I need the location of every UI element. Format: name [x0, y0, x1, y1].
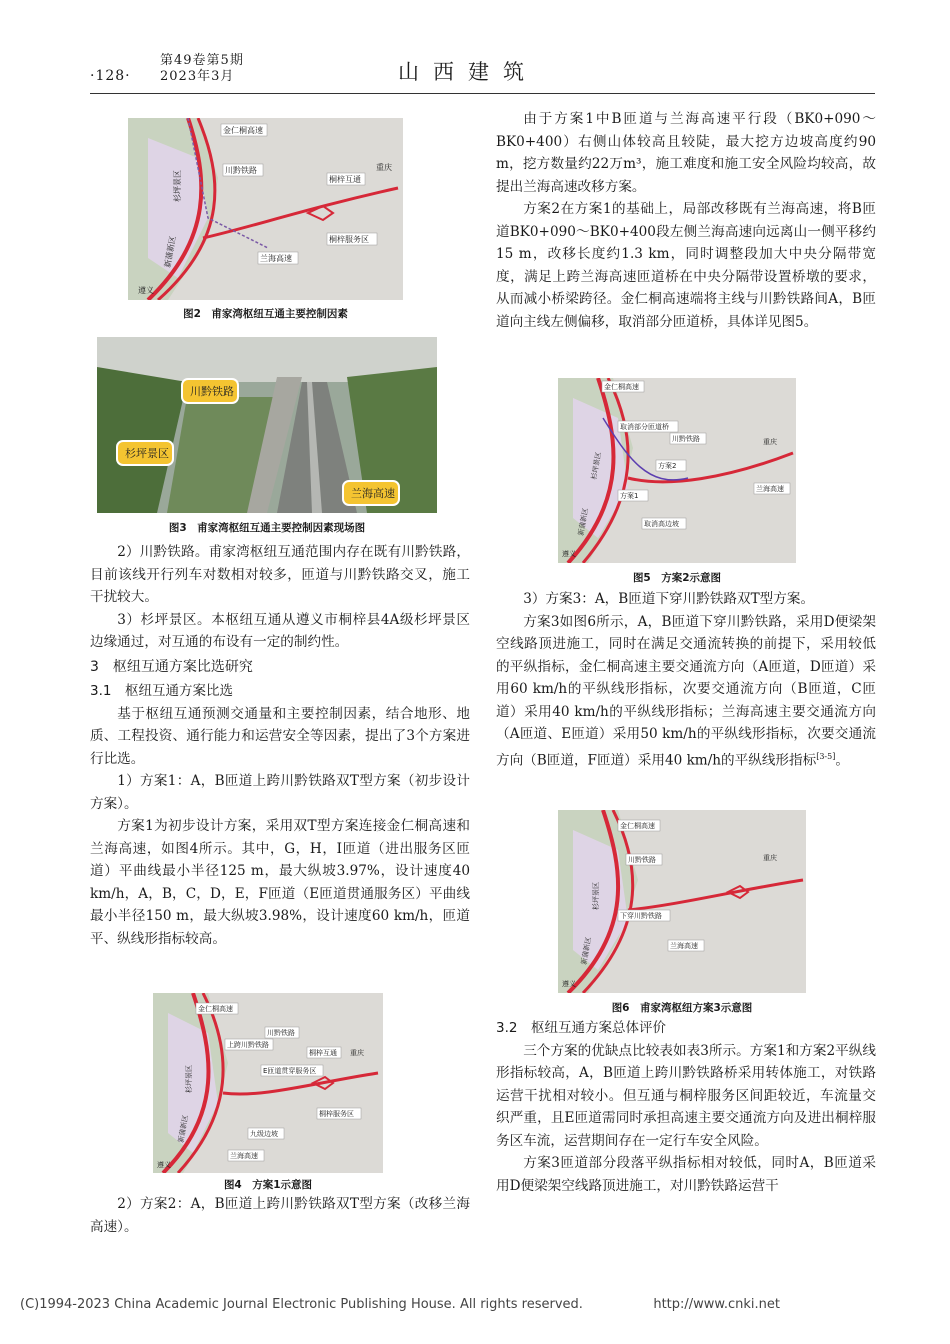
paragraph: 方案1为初步设计方案，采用双T型方案连接金仁桐高速和兰海高速，如图4所示。其中，G，H，I匝道（进出服务区匝道）平曲线最小半径125 m，最大纵坡3.97%，设计速度40 km/h，A，B，C，D，E，F匝道（E匝道贯通服务区）平曲线最小半径150 m，最大纵坡3.98%，设计速度60 km/h，匝道平、纵线形指标较高。 [90, 818, 470, 947]
fig4-label-zunyi: 遵义 [157, 1161, 171, 1169]
paragraph: 三个方案的优缺点比较表如表3所示。方案1和方案2平纵线形指标较高，A，B匝道上跨川黔铁路桥采用转体施工，对铁路运营干扰相对较小。但互通与桐梓服务区间距较近，车流量交织严重，且E匝道需同时承担高速主要交通流方向及进出桐梓服务区车流，运营期间存在一定行车安全风险。 [496, 1042, 876, 1149]
fig6-label-xinpu: 新蒲新区 [580, 936, 593, 966]
fig5-label-lanhai: 兰海高速 [756, 485, 784, 493]
fig3-label-lanhai: 兰海高速 [351, 487, 395, 500]
fig6-label-zunyi: 遵义 [562, 980, 576, 988]
right-column-upper [496, 108, 876, 333]
figure-3-photo [97, 337, 437, 513]
fig5-label-chuanqian: 川黔铁路 [672, 435, 700, 443]
fig5-label-plan2: 方案2 [658, 462, 677, 470]
footer [20, 1297, 930, 1312]
fig6-label-lanhai: 兰海高速 [670, 942, 698, 950]
fig4-label-up-chuanqian: 上跨川黔铁路 [227, 1041, 269, 1049]
figure-3-caption: 图3 甫家湾枢纽互通主要控制因素现场图 [168, 522, 366, 534]
fig5-label-cancel-bridge: 取消部分匝道桥 [620, 423, 669, 431]
citation: [3-5] [816, 751, 836, 761]
fig4-label-lanhai: 兰海高速 [230, 1152, 258, 1160]
paragraph: 方案2在方案1的基础上，局部改移既有兰海高速，将B匝道BK0+090～BK0+400段左侧兰海高速向远离山一侧平移约15 m，改移长度约1.3 km，同时调整段加大中央分隔带宽度，满足上跨兰海高速匝道桥在中央分隔带设置桥墩的要求，从而减小桥梁跨径。金仁桐高速端将主线与川黔铁路间A，B匝道向主线左侧偏移，取消部分匝道桥，具体详见图5。 [496, 201, 876, 330]
journal-title: 山西建筑 [398, 60, 538, 84]
fig6-label-chongqing: 重庆 [763, 854, 777, 862]
fig4-label-chuanqian: 川黔铁路 [267, 1029, 295, 1037]
fig3-label-shanping: 杉坪景区 [125, 447, 169, 460]
paragraph: 基于枢纽互通预测交通量和主要控制因素，结合地形、地质、工程投资、通行能力和运营安全等因素，提出了3个方案进行比选。 [90, 705, 470, 767]
right-column-middle [496, 588, 876, 772]
journal-volume: 第49卷第5期 [160, 53, 244, 68]
fig6-label-down-chuanqian: 下穿川黔铁路 [620, 912, 662, 920]
paragraph: 方案3匝道部分段落平纵指标相对较低，同时A，B匝道采用D便梁架空线路顶进施工，对川黔铁路运营干 [496, 1155, 876, 1194]
fig4-label-tongzi-service: 桐梓服务区 [319, 1110, 354, 1118]
fig5-label-zunyi: 遵义 [562, 550, 576, 558]
fig2-label-tongzi-interchange: 桐梓互通 [329, 175, 361, 184]
page-number: ·128· [90, 68, 131, 84]
fig5-label-cancel-slope: 取消高边坡 [644, 520, 679, 528]
fig4-label-tongzi-interchange: 桐梓互通 [309, 1049, 337, 1057]
paragraph: 由于方案1中B匝道与兰海高速平行段（BK0+090～BK0+400）右侧山体较高且较陡，最大挖方边坡高度约90 m，挖方数量约22万m³，施工难度和施工安全风险均较高，故提出兰海高速改移方案。 [496, 111, 876, 195]
fig2-label-chongqing: 重庆 [376, 163, 392, 172]
journal-issue [160, 53, 244, 85]
figure-6-map [558, 810, 806, 993]
subsection-heading: 3.2 枢纽互通方案总体评价 [496, 1020, 666, 1036]
fig4-label-e-ramp: E匝道贯穿服务区 [263, 1067, 317, 1075]
paragraph: 2）方案2：A，B匝道上跨川黔铁路双T型方案（改移兰海高速）。 [90, 1196, 470, 1235]
fig5-label-shanping: 杉坪景区 [590, 451, 603, 481]
fig4-label-jiuji: 九级边坡 [250, 1130, 278, 1138]
figure-5-map [558, 378, 796, 563]
paragraph: 3）杉坪景区。本枢纽互通从遵义市桐梓县4A级杉坪景区边缘通过，对互通的布设有一定的制约性。 [90, 611, 470, 650]
figure-4-caption: 图4 方案1示意图 [223, 1179, 313, 1191]
fig2-label-chuanqian: 川黔铁路 [225, 166, 257, 175]
section-heading: 3 枢纽互通方案比选研究 [90, 658, 253, 675]
fig5-label-jinrentong: 金仁桐高速 [604, 383, 639, 391]
fig5-label-plan1: 方案1 [620, 492, 639, 500]
fig5-label-xinpu: 新蒲新区 [577, 507, 590, 537]
figure-6-caption: 图6 甫家湾枢纽方案3示意图 [611, 1002, 753, 1014]
left-column-upper [90, 541, 470, 950]
fig4-label-chongqing: 重庆 [350, 1049, 364, 1057]
header-rule [90, 93, 875, 94]
footer-url[interactable]: http://www.cnki.net [653, 1297, 780, 1312]
fig2-label-jinrentong: 金仁桐高速 [223, 126, 263, 135]
paragraph: 3）方案3：A，B匝道下穿川黔铁路双T型方案。 [523, 591, 815, 607]
fig6-label-chuanqian: 川黔铁路 [628, 856, 656, 864]
fig5-label-chongqing: 重庆 [763, 438, 777, 446]
fig6-label-shanping: 杉坪景区 [592, 882, 600, 910]
journal-date: 2023年3月 [160, 69, 235, 84]
right-column-lower [496, 1017, 876, 1197]
fig6-label-jinrentong: 金仁桐高速 [620, 822, 655, 830]
paragraph-text: 方案3如图6所示，A，B匝道下穿川黔铁路，采用D便梁架空线路顶进施工，同时在满足交通流转换的前提下，采用较低的平纵指标，金仁桐高速主要交通流方向（A匝道，D匝道）采用60 km/h的平纵线形指标，次要交通流方向（B匝道，C匝道）采用40 km/h的平纵线形指标；兰海高速主要交通流方向（A匝道、E匝道）采用50 km/h的平纵线形指标，次要交通流方向（B匝道，F匝道）采用40 km/h的平纵线形指标 [496, 613, 876, 769]
left-column-lower [90, 1193, 470, 1238]
fig4-label-jinrentong: 金仁桐高速 [198, 1005, 233, 1013]
fig2-label-shanping: 杉坪景区 [173, 170, 182, 202]
fig4-label-shanping: 杉坪景区 [185, 1065, 193, 1093]
footer-copyright: (C)1994-2023 China Academic Journal Electronic Publishing House. All rights reserved. [20, 1297, 583, 1312]
fig2-label-lanhai: 兰海高速 [260, 254, 292, 263]
paragraph-end: 。 [835, 752, 849, 769]
paragraph: 1）方案1：A，B匝道上跨川黔铁路双T型方案（初步设计方案）。 [90, 773, 470, 812]
fig2-label-zunyi: 遵义 [138, 286, 154, 295]
figure-5-caption: 图5 方案2示意图 [632, 572, 722, 584]
fig4-label-xinpu: 新蒲新区 [177, 1114, 190, 1144]
fig3-label-chuanqian: 川黔铁路 [190, 385, 234, 398]
figure-2-map [128, 118, 403, 300]
subsection-heading: 3.1 枢纽互通方案比选 [90, 683, 233, 699]
figure-2-caption: 图2 甫家湾枢纽互通主要控制因素 [183, 308, 348, 320]
paragraph [496, 611, 876, 772]
fig2-label-tongzi-service: 桐梓服务区 [329, 235, 369, 244]
paragraph: 2）川黔铁路。甫家湾枢纽互通范围内存在既有川黔铁路，目前该线开行列车对数相对较多，匝道与川黔铁路交叉，施工干扰较大。 [90, 544, 470, 605]
fig2-label-xinpu: 新蒲新区 [163, 235, 178, 269]
figure-4-map [153, 993, 383, 1173]
